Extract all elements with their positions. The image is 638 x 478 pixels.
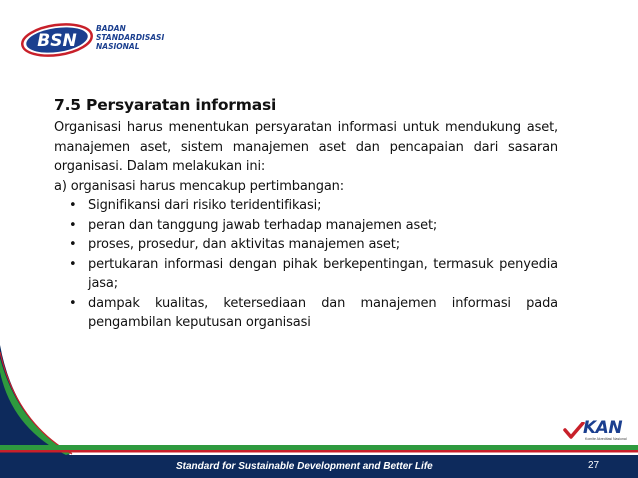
slide-content bbox=[54, 93, 558, 333]
kan-subtitle: Komite Akreditasi Nasional bbox=[585, 437, 627, 441]
list-item-text: peran dan tanggung jawab terhadap manajemen aset; bbox=[88, 217, 438, 233]
bullet-icon: • bbox=[69, 198, 77, 213]
page-number: 27 bbox=[588, 460, 600, 471]
list-item-text: Signifikansi dari risiko teridentifikasi; bbox=[88, 198, 322, 213]
bsn-emblem-icon bbox=[20, 20, 96, 60]
list-item-text: proses, prosedur, dan aktivitas manajemen aset; bbox=[88, 237, 400, 252]
bsn-abbr: BSN bbox=[37, 31, 77, 51]
footer-tagline: Standard for Sustainable Development and Better Life bbox=[176, 461, 433, 472]
bsn-logo-text bbox=[96, 24, 164, 51]
intro-paragraph: Organisasi harus menentukan persyaratan informasi untuk mendukung aset, manajemen aset, sistem manajemen aset dan pencapaian dari sasaran organisasi. Dalam melakukan ini: bbox=[54, 120, 558, 174]
bullet-icon: • bbox=[69, 237, 77, 252]
logo-line: BADAN bbox=[96, 24, 126, 33]
list-item-text: dampak kualitas, ketersediaan dan manajemen informasi pada pengambilan keputusan organisasi bbox=[88, 295, 558, 330]
logo-line: STANDARDISASI bbox=[96, 33, 165, 42]
bsn-logo bbox=[20, 20, 170, 60]
slide-title: 7.5 Persyaratan informasi bbox=[54, 96, 277, 114]
list-item bbox=[54, 196, 558, 216]
kan-check-icon bbox=[563, 422, 585, 440]
list-item bbox=[54, 235, 558, 255]
bullet-icon: • bbox=[69, 256, 77, 272]
bullet-list bbox=[54, 196, 558, 333]
list-item-text: pertukaran informasi dengan pihak berkepentingan, termasuk penyedia jasa; bbox=[88, 256, 558, 291]
list-item bbox=[54, 255, 558, 294]
kan-text: KAN bbox=[583, 418, 623, 438]
bullet-icon: • bbox=[69, 217, 77, 233]
sub-item: a) organisasi harus mencakup pertimbangan: bbox=[54, 178, 344, 194]
logo-line: NASIONAL bbox=[96, 42, 140, 51]
list-item bbox=[54, 294, 558, 333]
list-item bbox=[54, 216, 558, 236]
kan-logo bbox=[563, 420, 633, 444]
bullet-icon: • bbox=[69, 295, 77, 311]
